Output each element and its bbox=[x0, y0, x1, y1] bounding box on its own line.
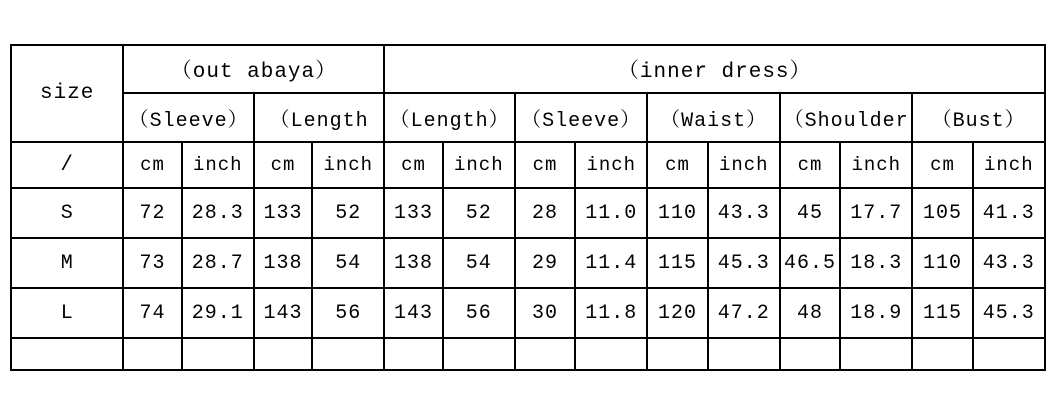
unit-cell: cm bbox=[384, 142, 442, 188]
table-cell: 29.1 bbox=[182, 288, 254, 338]
table-cell: 30 bbox=[515, 288, 575, 338]
table-cell-empty bbox=[254, 338, 312, 370]
table-cell: 43.3 bbox=[708, 188, 780, 238]
table-cell: 110 bbox=[647, 188, 707, 238]
table-cell: 11.4 bbox=[575, 238, 647, 288]
table-cell-empty bbox=[912, 338, 972, 370]
unit-cell: cm bbox=[647, 142, 707, 188]
table-cell: 41.3 bbox=[973, 188, 1045, 238]
subheader-out-length: （Length bbox=[254, 93, 385, 142]
table-cell: 18.9 bbox=[840, 288, 912, 338]
size-chart-table bbox=[10, 44, 1046, 371]
unit-cell: inch bbox=[575, 142, 647, 188]
subheader-inner-waist: （Waist） bbox=[647, 93, 779, 142]
row-size-label: S bbox=[11, 188, 123, 238]
group-header-out-abaya: （out abaya） bbox=[123, 45, 384, 93]
table-cell-empty bbox=[443, 338, 515, 370]
table-cell-empty bbox=[973, 338, 1045, 370]
unit-cell: inch bbox=[182, 142, 254, 188]
table-cell: 45.3 bbox=[708, 238, 780, 288]
table-cell: 143 bbox=[384, 288, 442, 338]
table-cell-empty bbox=[840, 338, 912, 370]
subheader-inner-length: （Length） bbox=[384, 93, 514, 142]
table-cell: 133 bbox=[254, 188, 312, 238]
header-size: size bbox=[11, 45, 123, 142]
unit-cell: cm bbox=[123, 142, 181, 188]
subheader-inner-shoulder: （Shoulder bbox=[780, 93, 912, 142]
table-cell: 72 bbox=[123, 188, 181, 238]
table-row-sub-header bbox=[11, 93, 1045, 142]
table-cell: 45.3 bbox=[973, 288, 1045, 338]
unit-cell: inch bbox=[708, 142, 780, 188]
table-cell: 56 bbox=[312, 288, 384, 338]
table-cell: 56 bbox=[443, 288, 515, 338]
table-row bbox=[11, 238, 1045, 288]
table-cell: 28 bbox=[515, 188, 575, 238]
table-cell: 115 bbox=[647, 238, 707, 288]
table-row-group-header bbox=[11, 45, 1045, 93]
unit-cell: cm bbox=[912, 142, 972, 188]
table-cell: 18.3 bbox=[840, 238, 912, 288]
table-cell-empty bbox=[123, 338, 181, 370]
table-cell: 11.0 bbox=[575, 188, 647, 238]
table-cell: 110 bbox=[912, 238, 972, 288]
table-cell: 28.7 bbox=[182, 238, 254, 288]
table-cell-empty bbox=[312, 338, 384, 370]
table-cell: 45 bbox=[780, 188, 840, 238]
unit-cell: inch bbox=[840, 142, 912, 188]
table-row-units bbox=[11, 142, 1045, 188]
table-row-empty bbox=[11, 338, 1045, 370]
table-cell-empty bbox=[708, 338, 780, 370]
unit-cell: cm bbox=[780, 142, 840, 188]
unit-cell: inch bbox=[973, 142, 1045, 188]
table-cell: 52 bbox=[443, 188, 515, 238]
table-cell: 73 bbox=[123, 238, 181, 288]
table-cell-empty bbox=[647, 338, 707, 370]
table-cell-empty bbox=[780, 338, 840, 370]
table-cell-empty bbox=[515, 338, 575, 370]
table-cell: 74 bbox=[123, 288, 181, 338]
table-cell: 54 bbox=[312, 238, 384, 288]
table-row bbox=[11, 188, 1045, 238]
unit-cell: inch bbox=[443, 142, 515, 188]
subheader-inner-bust: （Bust） bbox=[912, 93, 1045, 142]
table-cell: 52 bbox=[312, 188, 384, 238]
table-cell: 120 bbox=[647, 288, 707, 338]
table-row bbox=[11, 288, 1045, 338]
table-cell: 46.5 bbox=[780, 238, 840, 288]
table-cell-empty bbox=[182, 338, 254, 370]
unit-cell: cm bbox=[515, 142, 575, 188]
table-cell: 133 bbox=[384, 188, 442, 238]
table-cell-empty bbox=[575, 338, 647, 370]
table-cell: 105 bbox=[912, 188, 972, 238]
group-header-inner-dress: （inner dress） bbox=[384, 45, 1045, 93]
unit-slash: / bbox=[11, 142, 123, 188]
table-cell: 11.8 bbox=[575, 288, 647, 338]
table-cell: 143 bbox=[254, 288, 312, 338]
subheader-inner-sleeve: （Sleeve） bbox=[515, 93, 647, 142]
table-cell: 48 bbox=[780, 288, 840, 338]
unit-cell: inch bbox=[312, 142, 384, 188]
row-size-label: L bbox=[11, 288, 123, 338]
table-cell: 115 bbox=[912, 288, 972, 338]
table-cell: 138 bbox=[384, 238, 442, 288]
table-cell: 28.3 bbox=[182, 188, 254, 238]
table-cell: 47.2 bbox=[708, 288, 780, 338]
table-cell: 29 bbox=[515, 238, 575, 288]
subheader-out-sleeve: （Sleeve） bbox=[123, 93, 253, 142]
unit-cell: cm bbox=[254, 142, 312, 188]
table-cell: 43.3 bbox=[973, 238, 1045, 288]
table-cell: 17.7 bbox=[840, 188, 912, 238]
table-cell: 54 bbox=[443, 238, 515, 288]
table-cell-empty bbox=[384, 338, 442, 370]
row-size-label: M bbox=[11, 238, 123, 288]
table-cell-empty bbox=[11, 338, 123, 370]
table-cell: 138 bbox=[254, 238, 312, 288]
